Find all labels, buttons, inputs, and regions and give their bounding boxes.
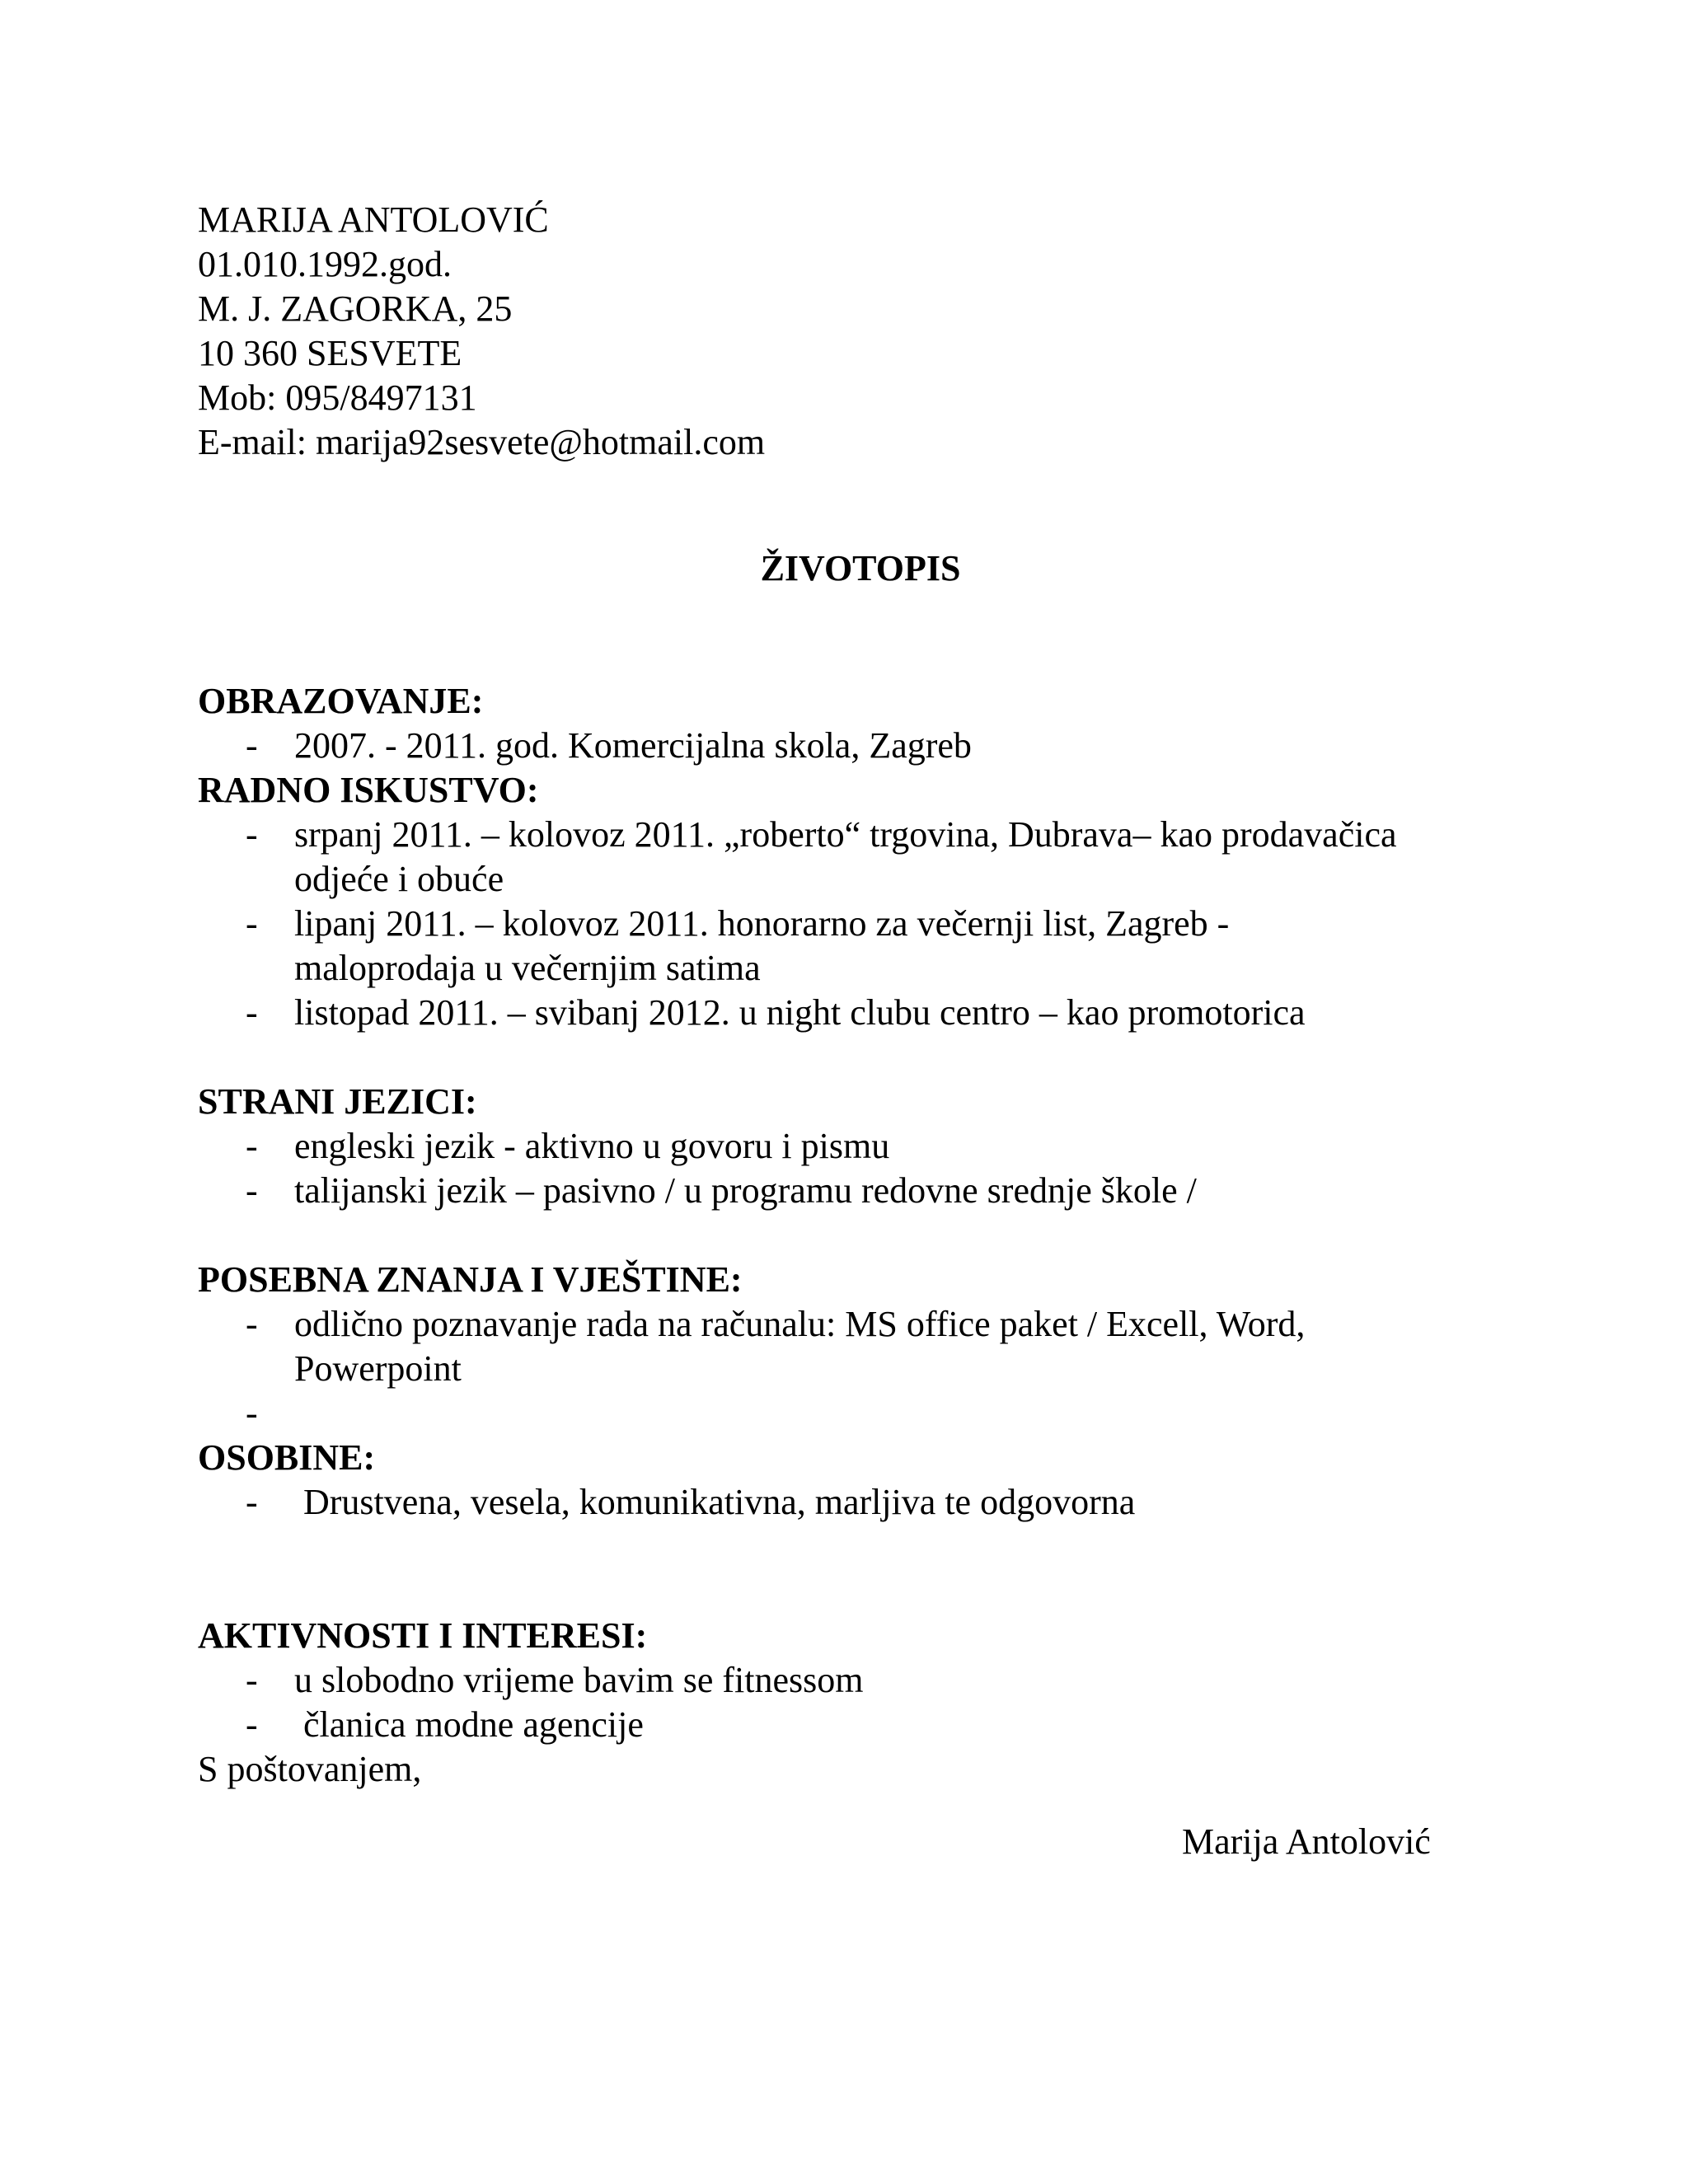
list-dash: -: [246, 1660, 258, 1700]
signature-name: Marija Antolović: [1182, 1821, 1431, 1862]
list-dash: -: [246, 1704, 258, 1745]
traits-heading: OSOBINE:: [198, 1437, 376, 1478]
list-dash: -: [246, 725, 258, 766]
applicant-name: MARIJA ANTOLOVIĆ: [198, 199, 549, 240]
language-item-english: engleski jezik - aktivno u govoru i pismu: [294, 1126, 890, 1166]
birthdate: 01.010.1992.god.: [198, 244, 452, 284]
work-item-3: listopad 2011. – svibanj 2012. u night clubu centro – kao promotorica: [294, 992, 1306, 1033]
email-address: E-mail: marija92sesvete@hotmail.com: [198, 422, 766, 462]
list-dash: -: [246, 903, 258, 944]
work-heading: RADNO ISKUSTVO:: [198, 770, 539, 810]
closing-salutation: S poštovanjem,: [198, 1749, 422, 1789]
mobile-phone: Mob: 095/8497131: [198, 377, 477, 418]
list-dash: -: [246, 1304, 258, 1344]
list-dash: -: [246, 1170, 258, 1211]
interest-item-fitness: u slobodno vrijeme bavim se fitnessom: [294, 1660, 864, 1700]
language-item-italian: talijanski jezik – pasivno / u programu redovne srednje škole /: [294, 1170, 1197, 1211]
skills-item-line-1: odlično poznavanje rada na računalu: MS office paket / Excell, Word,: [294, 1304, 1306, 1344]
work-item-1-line-2: odjeće i obuće: [294, 859, 504, 899]
work-item-2-line-2: maloprodaja u večernjim satima: [294, 948, 761, 988]
skills-heading: POSEBNA ZNANJA I VJEŠTINE:: [198, 1259, 743, 1300]
list-dash: -: [246, 1126, 258, 1166]
street-address: M. J. ZAGORKA, 25: [198, 288, 513, 329]
interest-item-agency: članica modne agencije: [294, 1704, 644, 1745]
work-item-1-line-1: srpanj 2011. – kolovoz 2011. „roberto“ trgovina, Dubrava– kao prodavačica: [294, 814, 1397, 855]
education-item: 2007. - 2011. god. Komercijalna skola, Zagreb: [294, 725, 972, 766]
interests-heading: AKTIVNOSTI I INTERESI:: [198, 1615, 648, 1656]
work-item-2-line-1: lipanj 2011. – kolovoz 2011. honorarno za večernji list, Zagreb -: [294, 903, 1230, 944]
education-heading: OBRAZOVANJE:: [198, 681, 484, 721]
city-address: 10 360 SESVETE: [198, 333, 462, 373]
list-dash: -: [246, 1482, 258, 1522]
languages-heading: STRANI JEZICI:: [198, 1081, 477, 1122]
traits-item: Drustvena, vesela, komunikativna, marljiva te odgovorna: [294, 1482, 1136, 1522]
list-dash: -: [246, 814, 258, 855]
list-dash: -: [246, 992, 258, 1033]
list-dash-empty: -: [246, 1393, 258, 1433]
document-title: ŽIVOTOPIS: [760, 548, 961, 588]
skills-item-line-2: Powerpoint: [294, 1348, 462, 1389]
